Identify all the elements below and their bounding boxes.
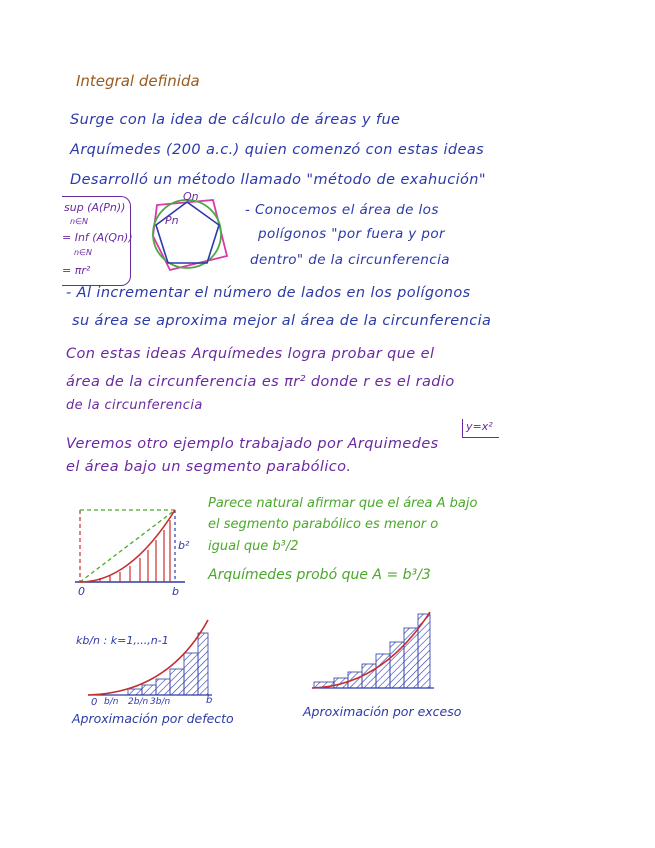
- plot-b-label: b: [172, 585, 179, 598]
- riemann-lower-plot: [88, 615, 216, 700]
- caption-exceso: Aproximación por exceso: [303, 704, 462, 719]
- intro-line-3: Desarrolló un método llamado "método de exahución": [70, 172, 486, 188]
- green-line-3: igual que b³/2: [208, 539, 299, 554]
- label-pn: Pn: [165, 214, 179, 227]
- inner-polygon-pn: [156, 202, 219, 263]
- function-label: y=x²: [466, 420, 493, 433]
- intro-line-2: Arquímedes (200 a.c.) quien comenzó con estas ideas: [70, 142, 485, 158]
- box-line-n1: n∈N: [70, 217, 89, 226]
- side-text-3: dentro" de la circunferencia: [250, 252, 450, 268]
- label-qn: Qn: [183, 190, 199, 203]
- intro-line-1: Surge con la idea de cálculo de áreas y fue: [70, 112, 401, 128]
- caption-defecto: Aproximación por defecto: [72, 711, 234, 726]
- green-line-2: el segmento parabólico es menor o: [208, 517, 439, 532]
- box-line-pir2: = πr²: [62, 264, 91, 277]
- conclusion-line-2: área de la circunferencia es πr² donde r es el radio: [66, 374, 455, 390]
- tick-0: 0: [91, 697, 98, 708]
- increment-line-2: su área se aproxima mejor al área de la circunferencia: [72, 313, 492, 329]
- green-line-4: Arquímedes probó que A = b³/3: [208, 567, 431, 583]
- plot-b2-label: b²: [178, 539, 190, 552]
- example-line-2: el área bajo un segmento parabólico.: [66, 459, 352, 475]
- page-title: Integral definida: [76, 72, 200, 90]
- green-line-1: Parece natural afirmar que el área A bajo: [208, 496, 478, 511]
- box-line-sup: sup (A(Pn)): [64, 201, 126, 214]
- riemann-upper-plot: [312, 612, 440, 692]
- example-line-1: Veremos otro ejemplo trabajado por Arquimedes: [66, 436, 439, 452]
- side-text-2: polígonos "por fuera y por: [258, 226, 445, 242]
- increment-line-1: - Al incrementar el número de lados en los polígonos: [66, 285, 471, 301]
- conclusion-line-3: de la circunferencia: [66, 398, 203, 413]
- tick-b: b: [206, 695, 213, 706]
- plot-origin-label: 0: [78, 585, 85, 598]
- side-text-1: - Conocemos el área de los: [245, 202, 439, 218]
- circumference: [153, 200, 221, 268]
- conclusion-line-1: Con estas ideas Arquímedes logra probar que el: [66, 346, 435, 362]
- tick-b-n: b/n: [104, 697, 119, 707]
- tick-2b-n: 2b/n: [128, 697, 149, 707]
- box-line-n2: n∈N: [74, 248, 93, 257]
- riemann-formula: kb/n : k=1,...,n-1: [76, 634, 169, 647]
- tick-3b-n: 3b/n: [150, 697, 171, 707]
- box-line-inf: = Inf (A(Qn)): [62, 231, 133, 244]
